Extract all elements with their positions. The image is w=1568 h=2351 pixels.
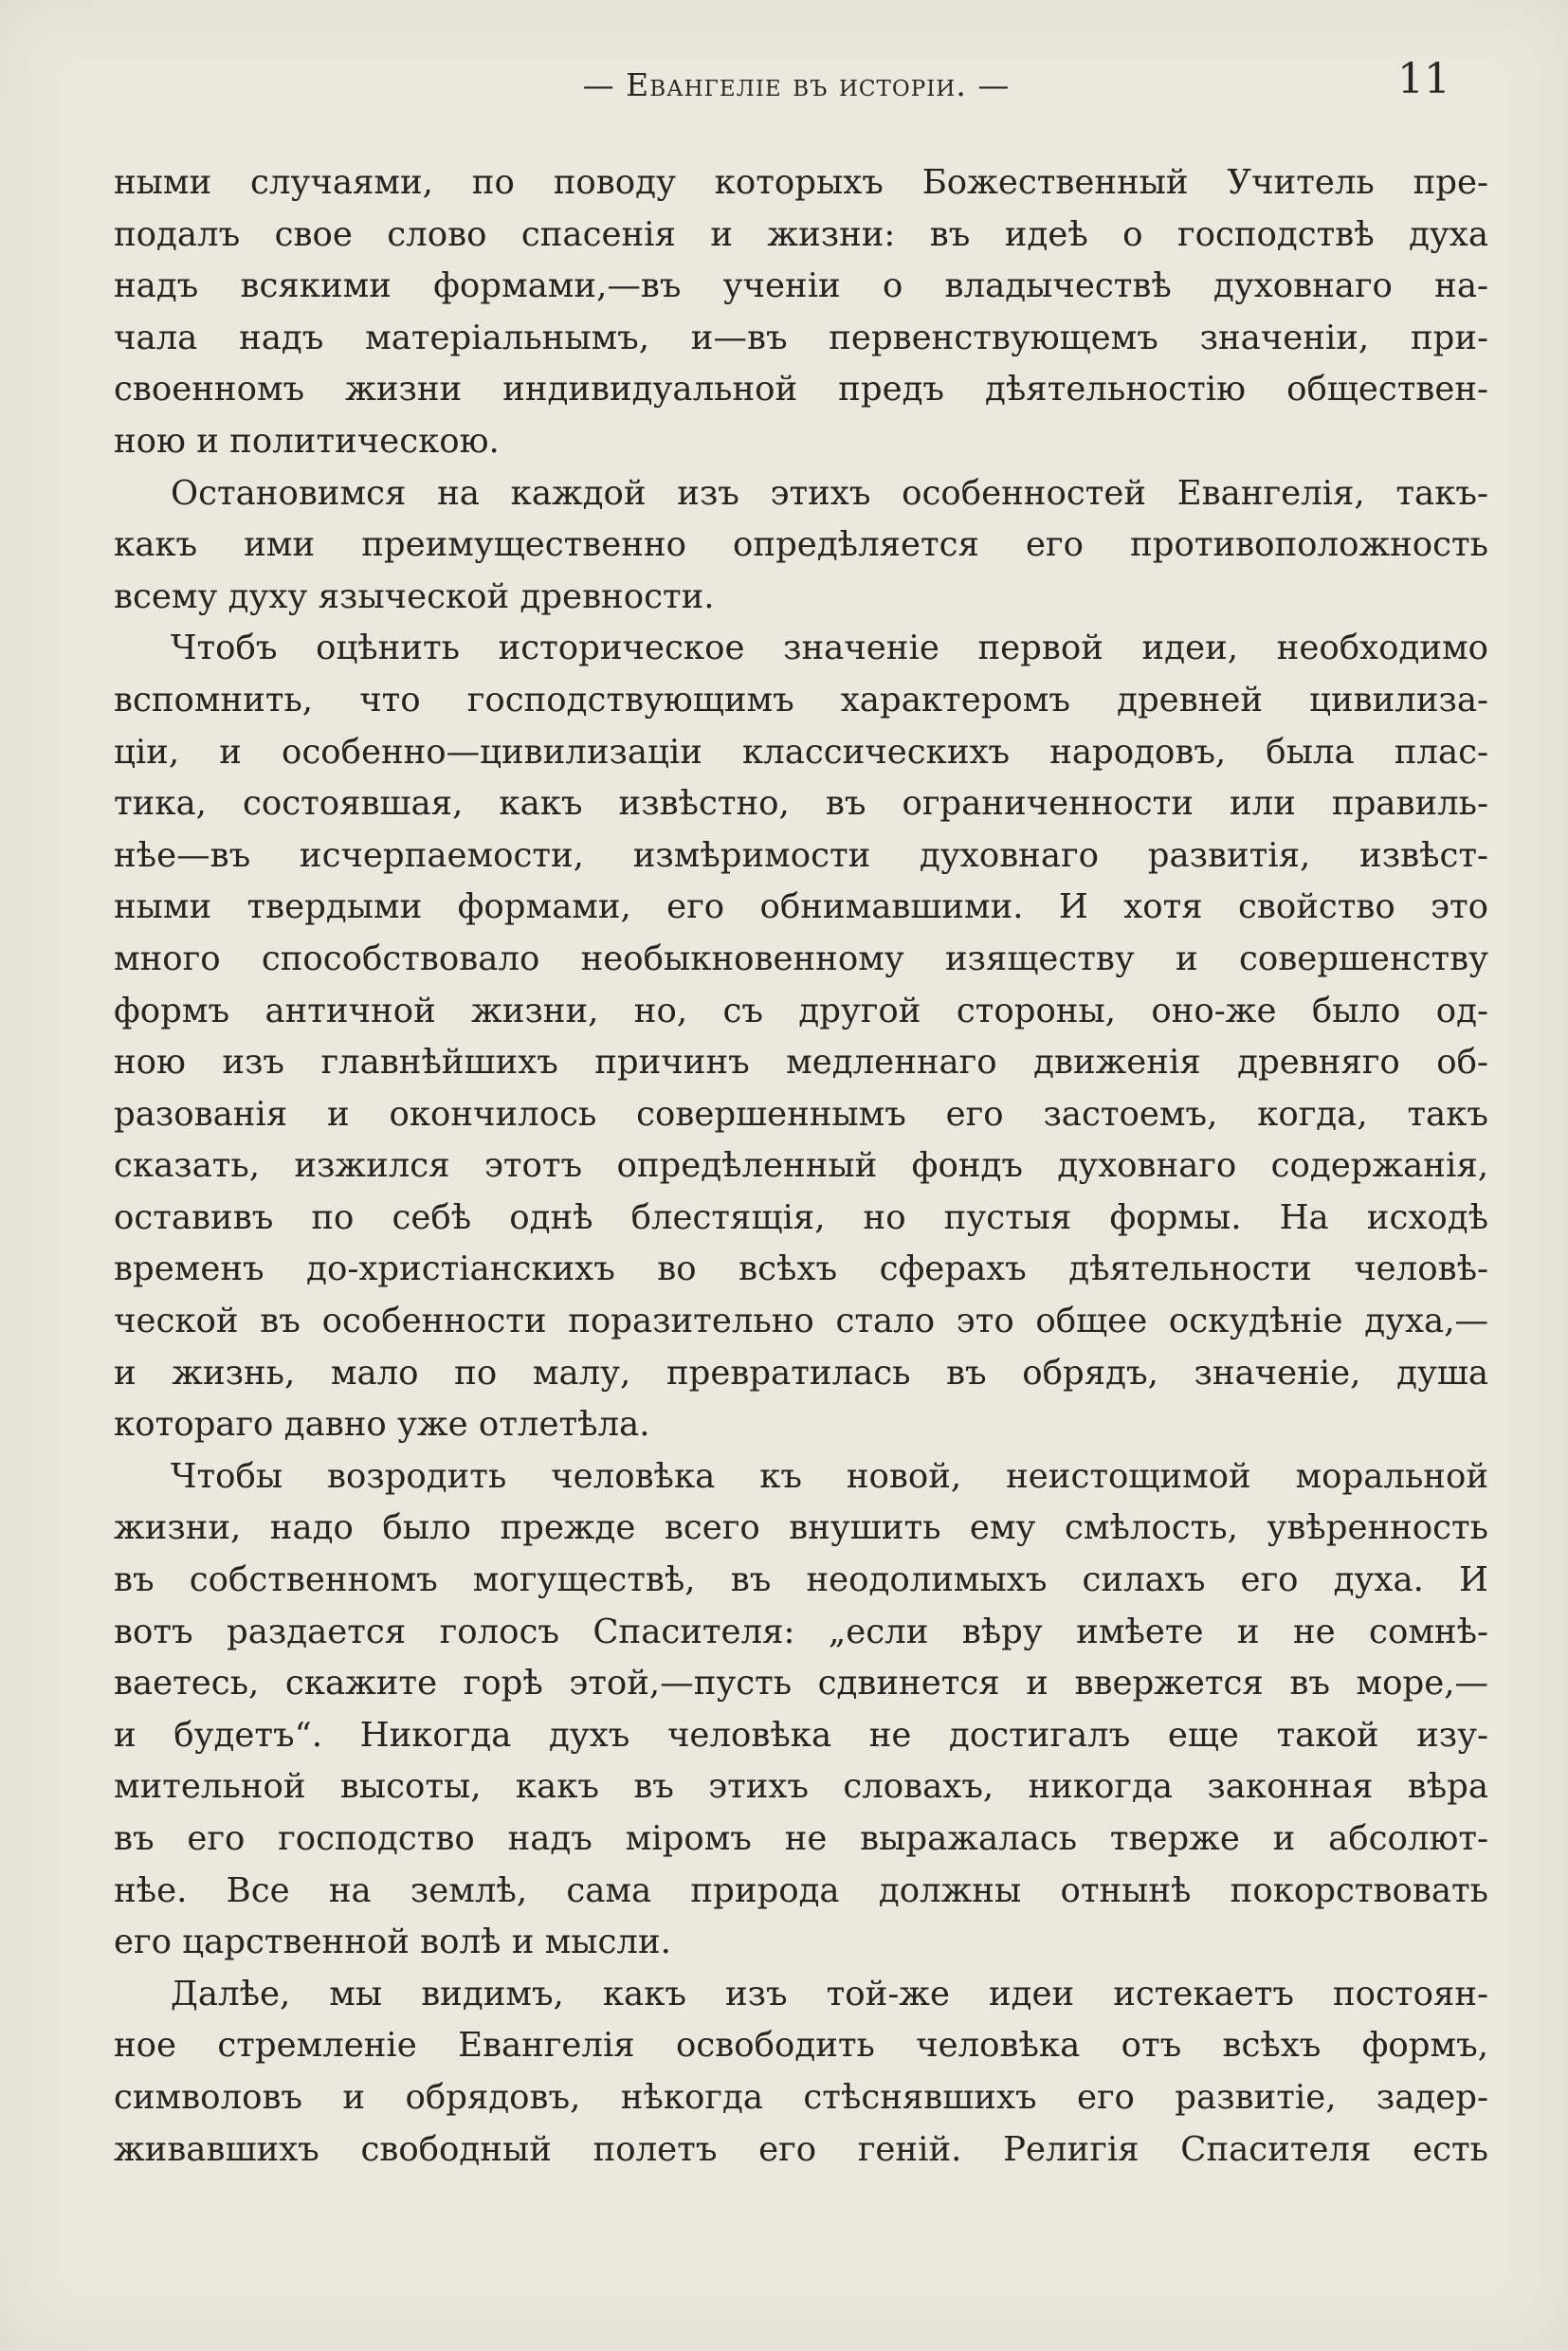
text-line: его царственной волѣ и мысли. [114, 1923, 671, 1962]
text-line: всему духу языческой древности. [114, 576, 715, 616]
text-line: ное стремленіе Евангелія освободить человѣка отъ всѣхъ формъ, [114, 2026, 1488, 2066]
text-line: символовъ и обрядовъ, нѣкогда стѣснявшихъ его развитіе, задер- [114, 2077, 1488, 2117]
text-line: ческой въ особенности поразительно стало это общее оскудѣніе духа,— [114, 1302, 1488, 1341]
paragraph-first-line: Чтобъ оцѣнить историческое значеніе первой идеи, необходимо [171, 629, 1488, 668]
text-line: ною и политическою. [114, 421, 500, 461]
text-line: сказать, изжился этотъ опредѣленный фондъ духовнаго содержанія, [114, 1146, 1488, 1186]
text-line: подалъ свое слово спасенія и жизни: въ идеѣ о господствѣ духа [114, 214, 1488, 254]
text-line: много способствовало необыкновенному изяществу и совершенству [114, 939, 1488, 978]
text-line: какъ ими преимущественно опредѣляется его противоположность [114, 525, 1488, 565]
text-line: нѣе. Все на землѣ, сама природа должны отнынѣ покорствовать [114, 1870, 1488, 1910]
paragraph-first-line: Чтобы возродить человѣка къ новой, неистощимой моральной [171, 1456, 1488, 1496]
text-line: временъ до-христіанскихъ во всѣхъ сферахъ дѣятельности человѣ- [114, 1249, 1488, 1289]
text-line: и будетъ“. Никогда духъ человѣка не достигалъ еще такой изу- [114, 1715, 1488, 1755]
page-header [0, 49, 1568, 125]
text-line: нѣе—въ исчерпаемости, измѣримости духовнаго развитія, извѣст- [114, 835, 1488, 875]
running-head: — Евангеліе въ исторіи. — [582, 66, 1011, 103]
page-number: 11 [1397, 55, 1450, 103]
text-line: ными твердыми формами, его обнимавшими. И хотя свойство это [114, 887, 1488, 927]
text-line: котораго давно уже отлетѣла. [114, 1405, 650, 1445]
text-line: оставивъ по себѣ однѣ блестящія, но пустыя формы. На исходѣ [114, 1197, 1488, 1237]
text-line: живавшихъ свободный полетъ его геній. Религія Спасителя есть [114, 2129, 1488, 2169]
text-line: вотъ раздается голосъ Спасителя: „если вѣру имѣете и не сомнѣ- [114, 1612, 1488, 1651]
text-line: ціи, и особенно—цивилизаціи классическихъ народовъ, была плас- [114, 732, 1488, 772]
text-line: надъ всякими формами,—въ ученіи о владычествѣ духовнаго на- [114, 266, 1488, 306]
text-line: формъ античной жизни, но, съ другой стороны, оно-же было од- [114, 991, 1488, 1030]
text-line: тика, состоявшая, какъ извѣстно, въ ограниченности или правиль- [114, 784, 1488, 824]
paragraph-first-line: Далѣе, мы видимъ, какъ изъ той-же идеи истекаетъ постоян- [171, 1974, 1488, 2014]
body-text [114, 157, 1488, 2176]
text-line: своенномъ жизни индивидуальной предъ дѣятельностію обществен- [114, 370, 1488, 410]
text-line: чала надъ матеріальнымъ, и—въ первенствующемъ значеніи, при- [114, 318, 1488, 357]
text-line: разованія и окончилось совершеннымъ его застоемъ, когда, такъ [114, 1094, 1488, 1134]
paragraph-first-line: Остановимся на каждой изъ этихъ особенностей Евангелія, такъ- [171, 473, 1488, 513]
text-line: ною изъ главнѣйшихъ причинъ медленнаго движенія древняго об- [114, 1043, 1488, 1083]
text-line: мительной высоты, какъ въ этихъ словахъ, никогда законная вѣра [114, 1767, 1488, 1807]
text-line: ными случаями, по поводу которыхъ Божественный Учитель пре- [114, 163, 1488, 202]
text-line: въ собственномъ могуществѣ, въ неодолимыхъ силахъ его духа. И [114, 1560, 1488, 1600]
text-line: вспомнить, что господствующимъ характеромъ древней цивилиза- [114, 680, 1488, 720]
text-line: ваетесь, скажите горѣ этой,—пусть сдвинется и ввержется въ море,— [114, 1664, 1488, 1704]
text-line: въ его господство надъ міромъ не выражалась тверже и абсолют- [114, 1819, 1488, 1858]
text-line: и жизнь, мало по малу, превратилась въ обрядъ, значеніе, душа [114, 1353, 1488, 1393]
text-line: жизни, надо было прежде всего внушить ему смѣлость, увѣренность [114, 1508, 1488, 1548]
